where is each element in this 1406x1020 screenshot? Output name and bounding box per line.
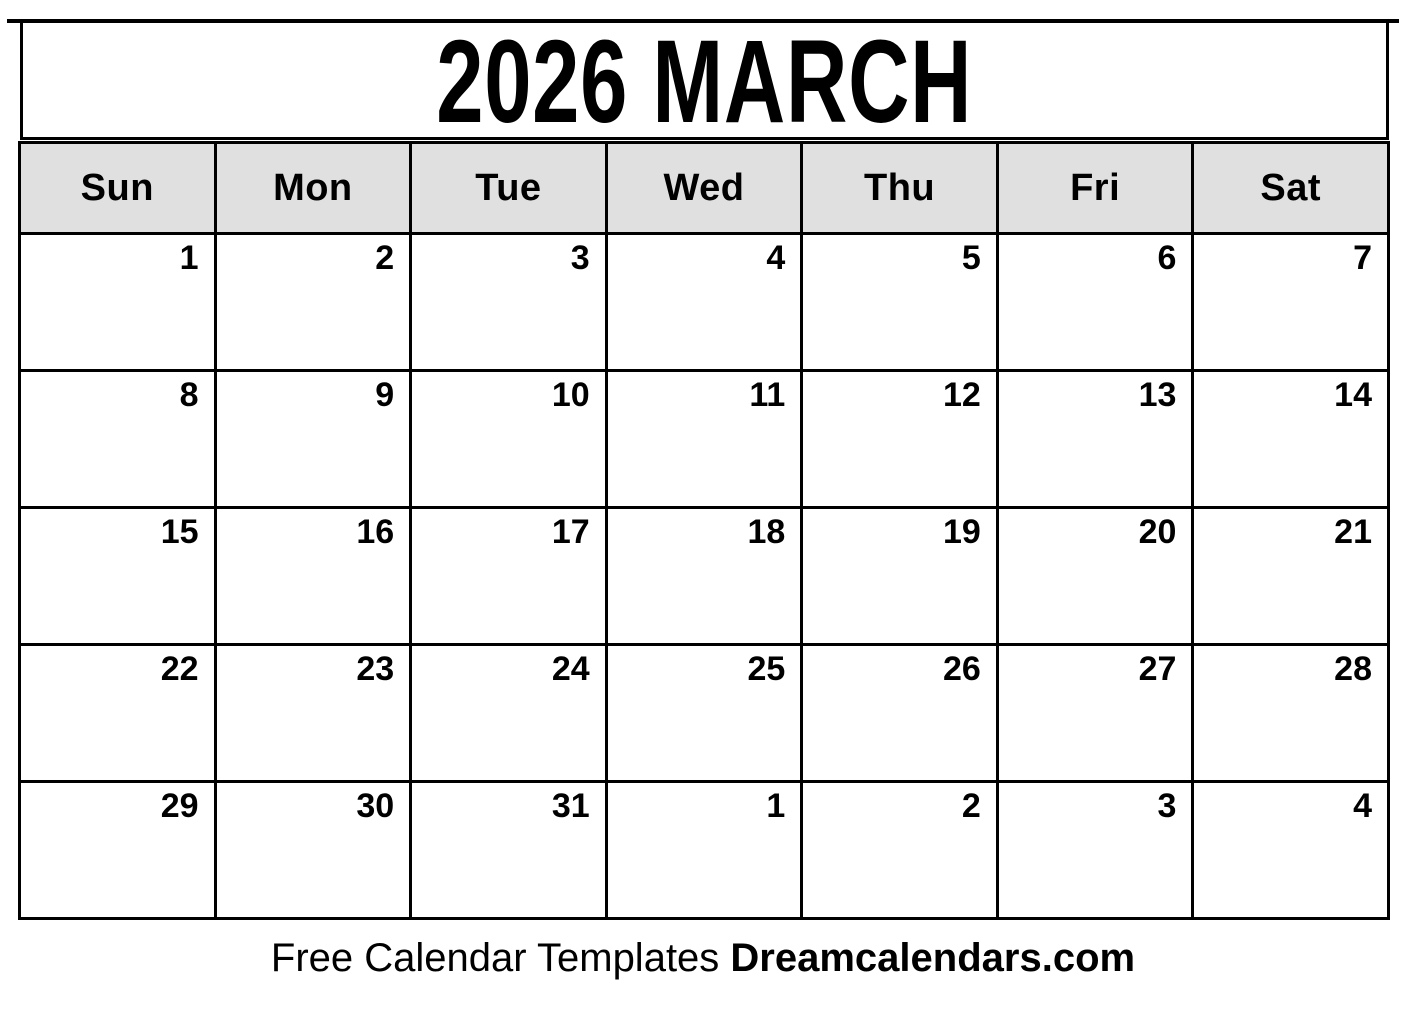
day-cell [217,646,410,780]
date-number: 10 [551,376,590,414]
date-number: 26 [943,650,981,688]
day-cell [1194,646,1387,780]
day-cell [1194,372,1387,506]
day-cell [1194,783,1387,917]
day-cell [412,783,605,917]
weekday-header-fri: Fri [999,144,1192,232]
day-cell [412,509,605,643]
day-cell [803,783,996,917]
date-number: 27 [1138,650,1177,688]
date-number: 2 [961,787,981,825]
day-cell [412,372,605,506]
day-cell [999,646,1192,780]
day-cell [1194,509,1387,643]
date-number: 31 [551,787,590,825]
day-cell [803,646,996,780]
date-number: 9 [375,376,395,414]
day-cell [608,509,801,643]
footer-text: Free Calendar Templates [270,936,731,980]
weekday-header-mon: Mon [217,144,410,232]
date-number: 17 [551,513,590,551]
date-number: 18 [747,513,786,551]
date-number: 1 [179,239,199,277]
date-number: 13 [1138,376,1177,414]
day-cell [999,372,1192,506]
date-number: 15 [160,513,199,551]
date-number: 2 [375,239,395,277]
day-cell [21,509,214,643]
day-cell [412,646,605,780]
day-cell [608,783,801,917]
day-cell [21,372,214,506]
date-number: 8 [179,376,199,414]
date-number: 21 [1334,513,1372,551]
weekday-header-sun: Sun [21,144,214,232]
day-cell [21,235,214,369]
calendar-grid [18,141,1390,920]
day-cell [217,509,410,643]
calendar-title-box [20,20,1389,140]
day-cell [608,646,801,780]
day-cell [217,235,410,369]
date-number: 19 [943,513,981,551]
date-number: 3 [570,239,590,277]
day-cell [999,235,1192,369]
day-cell [21,783,214,917]
date-number: 25 [747,650,786,688]
day-cell [217,372,410,506]
date-number: 4 [1353,787,1372,825]
day-cell [999,783,1192,917]
date-number: 30 [356,787,395,825]
weekday-header-tue: Tue [412,144,605,232]
weekday-header-sat: Sat [1194,144,1387,232]
date-number: 3 [1157,787,1177,825]
date-number: 6 [1157,239,1177,277]
day-cell [803,235,996,369]
weekday-header-thu: Thu [803,144,996,232]
day-cell [412,235,605,369]
date-number: 24 [551,650,590,688]
day-cell [1194,235,1387,369]
day-cell [608,372,801,506]
date-number: 14 [1334,376,1372,414]
date-number: 5 [961,239,981,277]
date-number: 4 [766,239,786,277]
date-number: 28 [1334,650,1372,688]
date-number: 12 [943,376,981,414]
date-number: 1 [766,787,786,825]
calendar-title: 2026 MARCH [436,20,973,140]
date-number: 11 [749,376,786,414]
date-number: 22 [160,650,199,688]
date-number: 20 [1138,513,1177,551]
day-cell [803,372,996,506]
day-cell [999,509,1192,643]
footer-brand-url[interactable]: Dreamcalendars.com [730,936,1136,980]
day-cell [217,783,410,917]
day-cell [608,235,801,369]
footer [0,934,1406,982]
date-number: 23 [356,650,395,688]
date-number: 7 [1353,239,1372,277]
date-number: 29 [160,787,199,825]
weekday-header-wed: Wed [608,144,801,232]
day-cell [21,646,214,780]
day-cell [803,509,996,643]
date-number: 16 [356,513,395,551]
